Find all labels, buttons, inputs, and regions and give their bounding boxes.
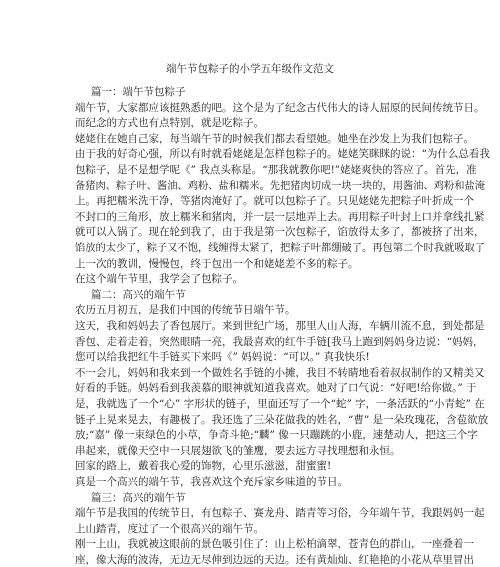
text-line: 由于我的好奇心强，所以有时就看姥姥是怎样包粽子的。姥姥笑眯眯的说：“为什么总看我 — [75, 148, 490, 161]
text-line: 真是一个高兴的端午节，我喜欢这个充斥家乡味道的节日。 — [75, 476, 348, 488]
text-line: 在这个端午节里，我学会了包粽子。 — [75, 273, 243, 286]
text-line: 好看的手链。妈妈看到我羡慕的眼神就知道我喜欢。她对了口气说：“好吧!给你做。” 于 — [75, 382, 477, 395]
text-line: 回家的路上，戴着我心爱的饰物，心里乐滋滋，甜蜜蜜! — [75, 460, 332, 473]
text-line: 端午节是我国的传统节日，有包粽子、赛龙舟、踏青等习俗，今年端午节，我跟妈妈一起 — [75, 507, 485, 520]
text-line: 上一次的教训，慢慢包，终于包出一个和姥姥差不多的粽子。 — [75, 257, 359, 270]
text-line: 包粽子，是不是想学呢《” 我点头称是。“那我就教你吧!”姥姥爽快的答应了。首先，准 — [75, 164, 477, 176]
text-line: 备猪肉、粽子叶、酱油、鸡粉、盐和糯米。先把猪肉切成一块一块的，用酱油、鸡粉和盐淹 — [75, 179, 486, 192]
section-heading-2: 篇二：高兴的端午节 — [91, 288, 186, 301]
text-line: 姥姥住在她自己家，每当端午节的时候我们都去看望她。她坐在沙发上为我们包粽子。 — [75, 132, 474, 145]
text-line: 是，我就选了一个“心” 字形状的链子，里面还写了一个“蛇” 字，一条活跃的“小青蛇” 在 — [75, 398, 485, 410]
text-line: 农历五月初五，是我们中国的传统节日端午节。 — [75, 304, 296, 317]
text-line: 不封口的三角形，放上糯米和猪肉，并一层一层地弄上去。再用粽子叶封上口并拿线扎紧 — [75, 210, 485, 223]
text-line: 端午节，大家都应该挺熟悉的吧。这个是为了纪念古代伟大的诗人屈原的民间传统节日。 — [75, 101, 485, 114]
text-line: 馅放的太少了，粽子又不饱，线缠得太紧了，把粽子叶都绷破了。再包第二个时我就吸取了 — [75, 242, 486, 254]
text-line: 就可以入锅了。现在轮到我了，由于我是第一次包粽子，馅放得太多了，都被挤了出来， — [75, 226, 485, 239]
text-line: 不一会儿，妈妈和我来到一个做姓名手链的小摊，我目不转睛地看着叔叔制作的又精美又 — [75, 366, 485, 379]
section-heading-3: 篇三：高兴的端午节 — [91, 491, 186, 504]
text-line: 上山踏青，度过了一个很高兴的端午节。 — [75, 522, 264, 535]
text-line: 而纪念的方式也有点特别，就是吃粽子。 — [75, 117, 264, 130]
text-line: 串起来，就像天空中一只展翅欲飞的雏鹰，要去远方寻找理想和永恒。 — [75, 444, 401, 457]
text-line: 上。再把糯米洗干净，等猪肉淹好了。就可以包粽子了。只见姥姥先把粽子叶折成一个 — [75, 195, 474, 208]
document-title: 端午节包粽子的小学五年级作文范文 — [166, 63, 334, 75]
text-line: 您可以给我把红牛手链买下来吗《” 妈妈说：“可以。” 真我快乐! — [75, 351, 370, 364]
section-heading-1: 篇一：端午节包粽子 — [91, 86, 186, 98]
text-line: 这天，我和妈妈去了香包展厅。来到世纪广场，那里人山人海，车辆川流不息，到处都是 — [75, 320, 485, 332]
text-line: 放;“嘉” 像一束绿色的小草，争奇斗艳;“麟” 像一只蹦跳的小鹿，速楚动人，把这三个字 — [75, 429, 478, 442]
text-line: 香包、走着走着，突然眼睛一亮，我最喜欢的红牛手链[我马上跑到妈妈身边说：“妈妈， — [75, 335, 484, 348]
text-line: 链子上晃来晃去，有趣极了。我还选了三朵花做我的姓名，“曹” 是一朵玫瑰花，含苞欲放 — [75, 413, 489, 426]
text-line: 刚一上山，我就被这眼前的景色吸引住了：山上松柏滴翠，苍青色的群山，一座叠着一 — [75, 538, 474, 551]
text-line: 座，像大海的波涛，无边无尽伸到边远的天边。还有黄灿灿、红艳艳的小花从草里冒出 — [75, 554, 474, 566]
